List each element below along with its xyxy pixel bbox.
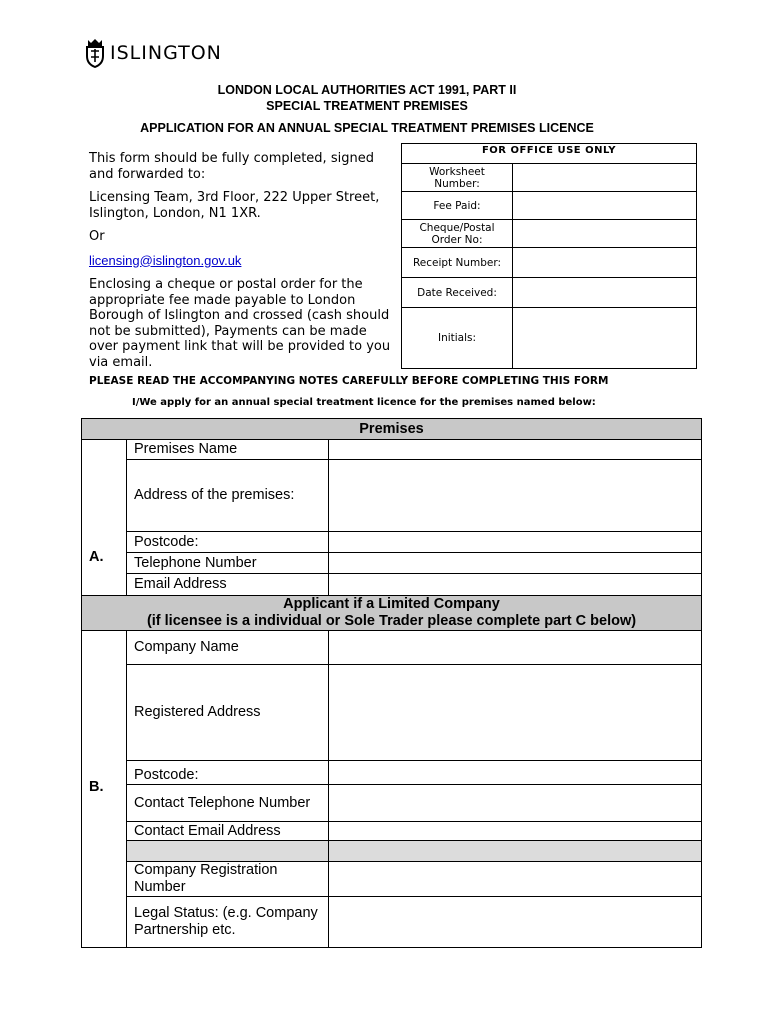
label-company-name: Company Name <box>127 631 329 665</box>
office-field-initials[interactable] <box>513 308 697 369</box>
office-field-cheque[interactable] <box>513 220 697 248</box>
input-premises-address[interactable] <box>329 460 702 532</box>
input-company-name[interactable] <box>329 631 702 665</box>
office-field-fee[interactable] <box>513 192 697 220</box>
section-b-title-line1: Applicant if a Limited Company <box>283 596 500 612</box>
label-contact-telephone: Contact Telephone Number <box>127 785 329 822</box>
intro-address: Licensing Team, 3rd Floor, 222 Upper Street, Islington, London, N1 1XR. <box>89 190 380 221</box>
application-form-table <box>81 418 702 948</box>
islington-crest-icon <box>84 38 106 68</box>
section-b-title-line2: (if licensee is a individual or Sole Trader please complete part C below) <box>146 613 637 629</box>
office-use-title: FOR OFFICE USE ONLY <box>402 144 697 164</box>
input-premises-email[interactable] <box>329 574 702 596</box>
apply-text: I/We apply for an annual special treatment licence for the premises named below: <box>132 397 596 408</box>
input-contact-telephone[interactable] <box>329 785 702 822</box>
label-premises-email: Email Address <box>127 574 329 596</box>
label-contact-email: Contact Email Address <box>127 822 329 841</box>
input-company-registration[interactable] <box>329 862 702 897</box>
islington-logo <box>84 38 222 68</box>
section-a-title: Premises <box>82 419 702 440</box>
office-label-fee: Fee Paid: <box>402 192 513 220</box>
office-label-receipt: Receipt Number: <box>402 248 513 278</box>
input-legal-status[interactable] <box>329 897 702 948</box>
input-registered-address[interactable] <box>329 665 702 761</box>
input-premises-telephone[interactable] <box>329 553 702 574</box>
form-title: APPLICATION FOR AN ANNUAL SPECIAL TREATMENT PREMISES LICENCE <box>140 121 594 135</box>
read-notes-text: PLEASE READ THE ACCOMPANYING NOTES CAREFULLY BEFORE COMPLETING THIS FORM <box>89 375 609 387</box>
office-label-worksheet: Worksheet Number: <box>402 164 513 192</box>
office-label-cheque: Cheque/Postal Order No: <box>402 220 513 248</box>
intro-payment: Enclosing a cheque or postal order for the appropriate fee made payable to London Borough of Islington and crossed (cash should not be submitted), Payments can be made over payment link that will be provided to you via email. <box>89 277 391 370</box>
office-field-receipt[interactable] <box>513 248 697 278</box>
office-field-worksheet[interactable] <box>513 164 697 192</box>
intro-block <box>89 151 399 370</box>
intro-or: Or <box>89 229 105 244</box>
label-company-postcode: Postcode: <box>127 761 329 785</box>
label-company-registration: Company Registration Number <box>127 862 329 897</box>
label-premises-name: Premises Name <box>127 440 329 460</box>
office-label-date: Date Received: <box>402 278 513 308</box>
office-label-initials: Initials: <box>402 308 513 369</box>
label-premises-postcode: Postcode: <box>127 532 329 553</box>
brand-name: ISLINGTON <box>110 42 222 64</box>
input-premises-name[interactable] <box>329 440 702 460</box>
label-premises-telephone: Telephone Number <box>127 553 329 574</box>
office-field-date[interactable] <box>513 278 697 308</box>
label-registered-address: Registered Address <box>127 665 329 761</box>
office-use-table <box>401 143 697 369</box>
input-company-postcode[interactable] <box>329 761 702 785</box>
section-a-letter: A. <box>82 440 127 596</box>
section-b-letter: B. <box>82 631 127 948</box>
label-legal-status: Legal Status: (e.g. Company Partnership etc. <box>127 897 329 948</box>
input-contact-email[interactable] <box>329 822 702 841</box>
input-premises-postcode[interactable] <box>329 532 702 553</box>
blank-row-label <box>127 841 329 862</box>
label-premises-address: Address of the premises: <box>127 460 329 532</box>
act-title: LONDON LOCAL AUTHORITIES ACT 1991, PART II <box>217 83 517 97</box>
section-b-title <box>82 596 702 631</box>
email-link[interactable]: licensing@islington.gov.uk <box>89 252 242 268</box>
premises-title: SPECIAL TREATMENT PREMISES <box>266 99 468 113</box>
blank-row-field <box>329 841 702 862</box>
intro-instructions: This form should be fully completed, signed and forwarded to: <box>89 151 374 182</box>
